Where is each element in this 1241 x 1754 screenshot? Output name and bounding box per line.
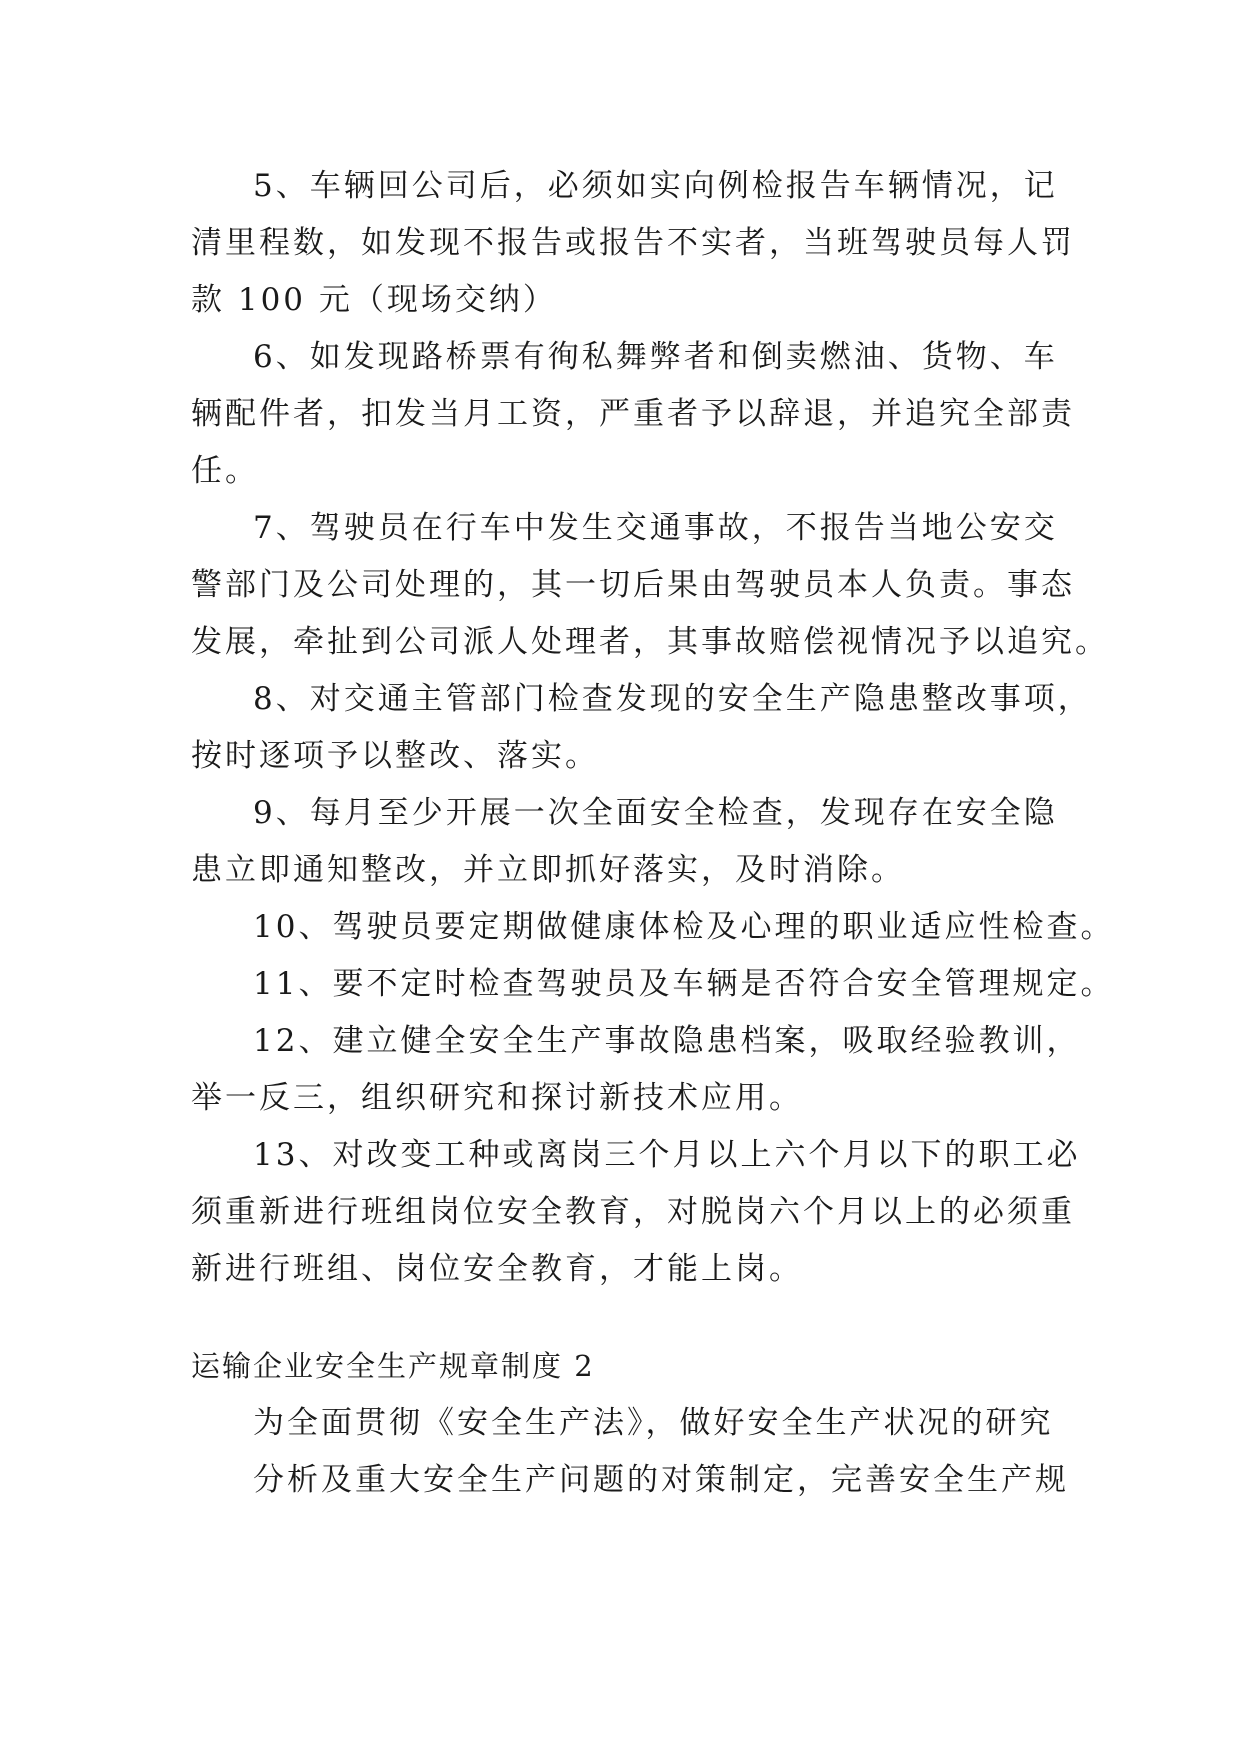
paragraph-6-line-2: 辆配件者，扣发当月工资，严重者予以辞退，并追究全部责 bbox=[191, 396, 1075, 432]
paragraph-12-line-2: 举一反三，组织研究和探讨新技术应用。 bbox=[191, 1080, 803, 1116]
section-paragraph-line-1: 为全面贯彻《安全生产法》，做好安全生产状况的研究 bbox=[253, 1405, 1054, 1441]
paragraph-6-line-3: 任。 bbox=[191, 453, 259, 489]
paragraph-9-line-2: 患立即通知整改，并立即抓好落实，及时消除。 bbox=[191, 852, 905, 888]
paragraph-7-line-3: 发展，牵扯到公司派人处理者，其事故赔偿视情况予以追究。 bbox=[191, 624, 1109, 660]
paragraph-5-line-1: 5、车辆回公司后，必须如实向例检报告车辆情况，记 bbox=[253, 168, 1058, 204]
paragraph-9-line-1: 9、每月至少开展一次全面安全检查，发现存在安全隐 bbox=[253, 795, 1058, 831]
paragraph-6-line-1: 6、如发现路桥票有徇私舞弊者和倒卖燃油、货物、车 bbox=[253, 339, 1058, 375]
paragraph-5-line-3: 款 100 元（现场交纳） bbox=[191, 282, 557, 318]
paragraph-7-line-1: 7、驾驶员在行车中发生交通事故，不报告当地公安交 bbox=[253, 510, 1058, 546]
paragraph-13-line-1: 13、对改变工种或离岗三个月以上六个月以下的职工必 bbox=[253, 1137, 1081, 1173]
paragraph-5-line-2: 清里程数，如发现不报告或报告不实者，当班驾驶员每人罚 bbox=[191, 225, 1075, 261]
paragraph-8-line-1: 8、对交通主管部门检查发现的安全生产隐患整改事项， bbox=[253, 681, 1092, 717]
section-paragraph-line-2: 分析及重大安全生产问题的对策制定，完善安全生产规 bbox=[253, 1462, 1069, 1498]
paragraph-12-line-1: 12、建立健全安全生产事故隐患档案，吸取经验教训， bbox=[253, 1023, 1081, 1059]
paragraph-8-line-2: 按时逐项予以整改、落实。 bbox=[191, 738, 599, 774]
paragraph-10-line-1: 10、驾驶员要定期做健康体检及心理的职业适应性检查。 bbox=[253, 909, 1115, 945]
paragraph-11-line-1: 11、要不定时检查驾驶员及车辆是否符合安全管理规定。 bbox=[253, 966, 1115, 1002]
paragraph-7-line-2: 警部门及公司处理的，其一切后果由驾驶员本人负责。事态 bbox=[191, 567, 1075, 603]
paragraph-13-line-2: 须重新进行班组岗位安全教育，对脱岗六个月以上的必须重 bbox=[191, 1194, 1075, 1230]
paragraph-13-line-3: 新进行班组、岗位安全教育，才能上岗。 bbox=[191, 1251, 803, 1287]
section-title: 运输企业安全生产规章制度 2 bbox=[191, 1349, 595, 1383]
